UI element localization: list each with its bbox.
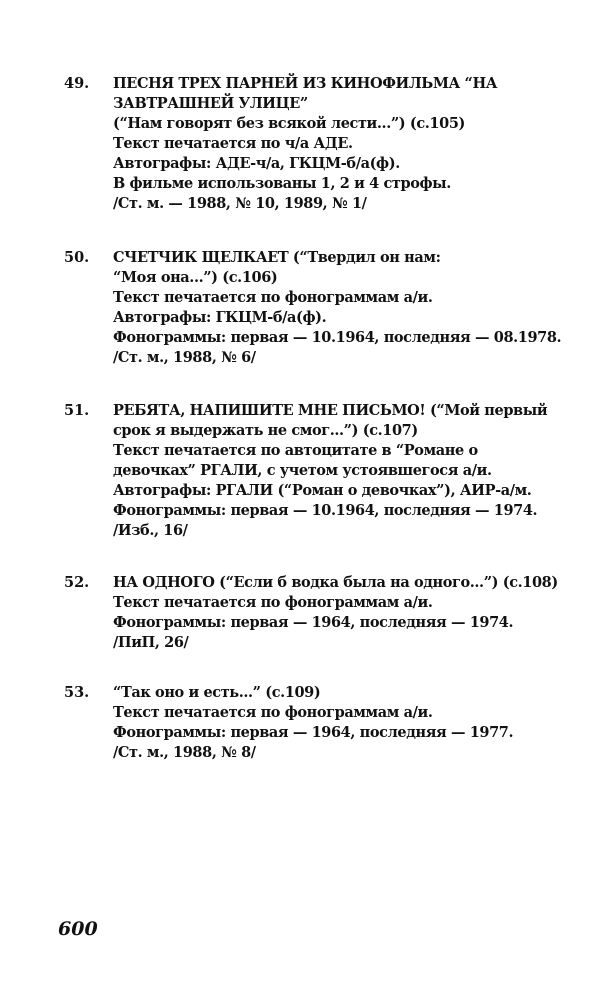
entry-number: 53. [64,684,90,701]
entry-phonograms-line: Фонограммы: первая — 10.1964, последняя — 08.1978. [113,329,562,346]
entry-phonograms-line: Фонограммы: первая — 10.1964, последняя — 1974. [113,502,538,519]
entry-text [113,74,573,214]
entry-text [113,683,573,763]
entry-source-line: Текст печатается по фонограммам а/и. [113,704,433,721]
entry-publication-line: /ПиП, 26/ [113,634,189,651]
entry-title-line: НА ОДНОГО (“Если б водка была на одного...”) (с.108) [113,574,558,591]
entry-publication-line: /Ст. м., 1988, № 6/ [113,349,256,366]
entry-source-line: Текст печатается по ч/а АДЕ. [113,135,353,152]
entry-autographs-line: Автографы: ГКЦМ-б/а(ф). [113,309,327,326]
entry-number: 51. [64,402,90,419]
entry-publication-line: /Изб., 16/ [113,522,188,539]
entry-publication-line: /Ст. м. — 1988, № 10, 1989, № 1/ [113,195,367,212]
entry-text [113,401,573,541]
entry-incipit-line: “Моя она...”) (с.106) [113,269,278,286]
entry-source-line: Текст печатается по фонограммам а/и. [113,594,433,611]
entry-note-line: В фильме использованы 1, 2 и 4 строфы. [113,175,451,192]
entry-number: 52. [64,574,90,591]
entry-phonograms-line: Фонограммы: первая — 1964, последняя — 1977. [113,724,514,741]
entry-number: 50. [64,249,90,266]
entry-source-line: Текст печатается по автоцитате в “Романе о [113,442,478,459]
entry-title-line: ЗАВТРАШНЕЙ УЛИЦЕ” [113,95,308,112]
entry-incipit-line: (“Нам говорят без всякой лести...”) (с.105) [113,115,465,132]
entry-title-line: РЕБЯТА, НАПИШИТЕ МНЕ ПИСЬМО! (“Мой первый [113,402,548,419]
entry-autographs-line: Автографы: РГАЛИ (“Роман о девочках”), АИР-а/м. [113,482,532,499]
entry-text [113,573,573,653]
entry-title-line: ПЕСНЯ ТРЕХ ПАРНЕЙ ИЗ КИНОФИЛЬМА “НА [113,75,498,92]
entry-phonograms-line: Фонограммы: первая — 1964, последняя — 1974. [113,614,514,631]
entry-text [113,248,573,368]
entry-source-line: Текст печатается по фонограммам а/и. [113,289,433,306]
entry-title-line: “Так оно и есть...” (с.109) [113,684,321,701]
page-number: 600 [58,918,98,940]
entry-source-line: девочках” РГАЛИ, с учетом устоявшегося а/и. [113,462,492,479]
entry-autographs-line: Автографы: АДЕ-ч/а, ГКЦМ-б/а(ф). [113,155,400,172]
entry-incipit-line: срок я выдержать не смог...”) (с.107) [113,422,418,439]
entry-publication-line: /Ст. м., 1988, № 8/ [113,744,256,761]
entry-title-line: СЧЕТЧИК ЩЕЛКАЕТ (“Твердил он нам: [113,249,441,266]
entry-number: 49. [64,75,90,92]
